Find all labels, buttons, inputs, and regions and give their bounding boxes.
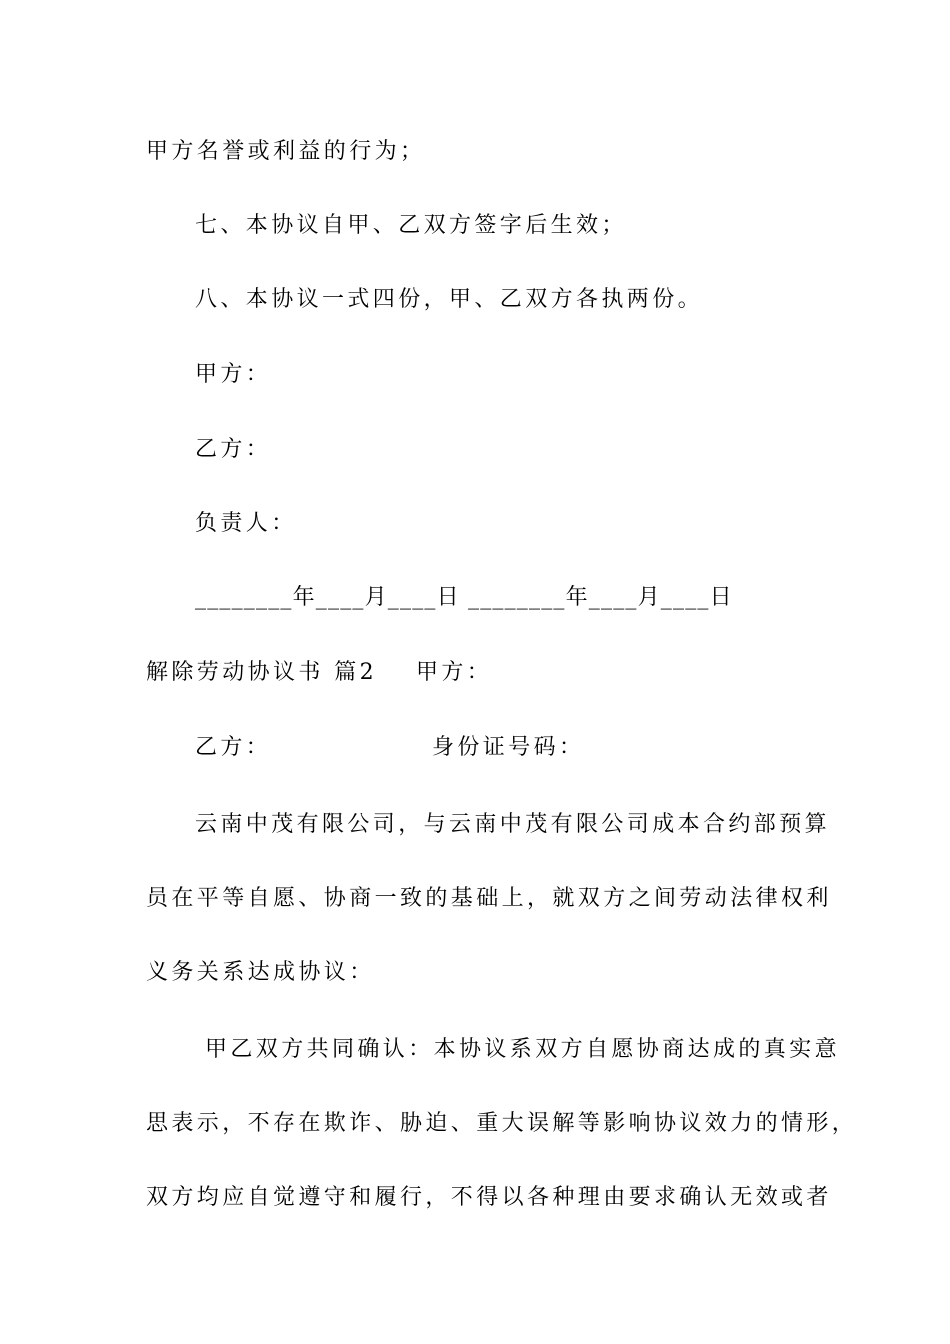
text-line: 甲方名誉或利益的行为； <box>146 139 426 164</box>
paragraph-2-line-2: 思表示，不存在欺诈、胁迫、重大误解等影响协议效力的情形， <box>146 1111 858 1136</box>
title-party-a-label: 甲方： <box>416 660 493 685</box>
party-b-signature-label: 乙方： <box>195 437 272 462</box>
clause-eight: 八、本协议一式四份，甲、乙双方各执两份。 <box>195 287 704 312</box>
section-title <box>146 659 377 687</box>
paragraph-1-line-1: 云南中茂有限公司，与云南中茂有限公司成本合约部预算 <box>195 812 831 837</box>
section-title-text: 解除劳动协议书 篇2 <box>146 660 377 685</box>
responsible-person-label: 负责人： <box>195 511 297 536</box>
paragraph-1-line-2: 员在平等自愿、协商一致的基础上，就双方之间劳动法律权利 <box>146 886 832 911</box>
signature-date-line: ________年____月____日 ________年____月____日 <box>195 585 733 610</box>
paragraph-2-line-1: 甲乙双方共同确认：本协议系双方自愿协商达成的真实意 <box>205 1037 841 1062</box>
id-number-label: 身份证号码： <box>432 735 585 760</box>
paragraph-2-line-3: 双方均应自觉遵守和履行，不得以各种理由要求确认无效或者 <box>146 1185 832 1210</box>
party-a-signature-label: 甲方： <box>195 362 272 387</box>
paragraph-1-line-3: 义务关系达成协议： <box>146 960 375 985</box>
party-b-label: 乙方： <box>195 735 272 760</box>
clause-seven: 七、本协议自甲、乙双方签字后生效； <box>195 213 627 238</box>
